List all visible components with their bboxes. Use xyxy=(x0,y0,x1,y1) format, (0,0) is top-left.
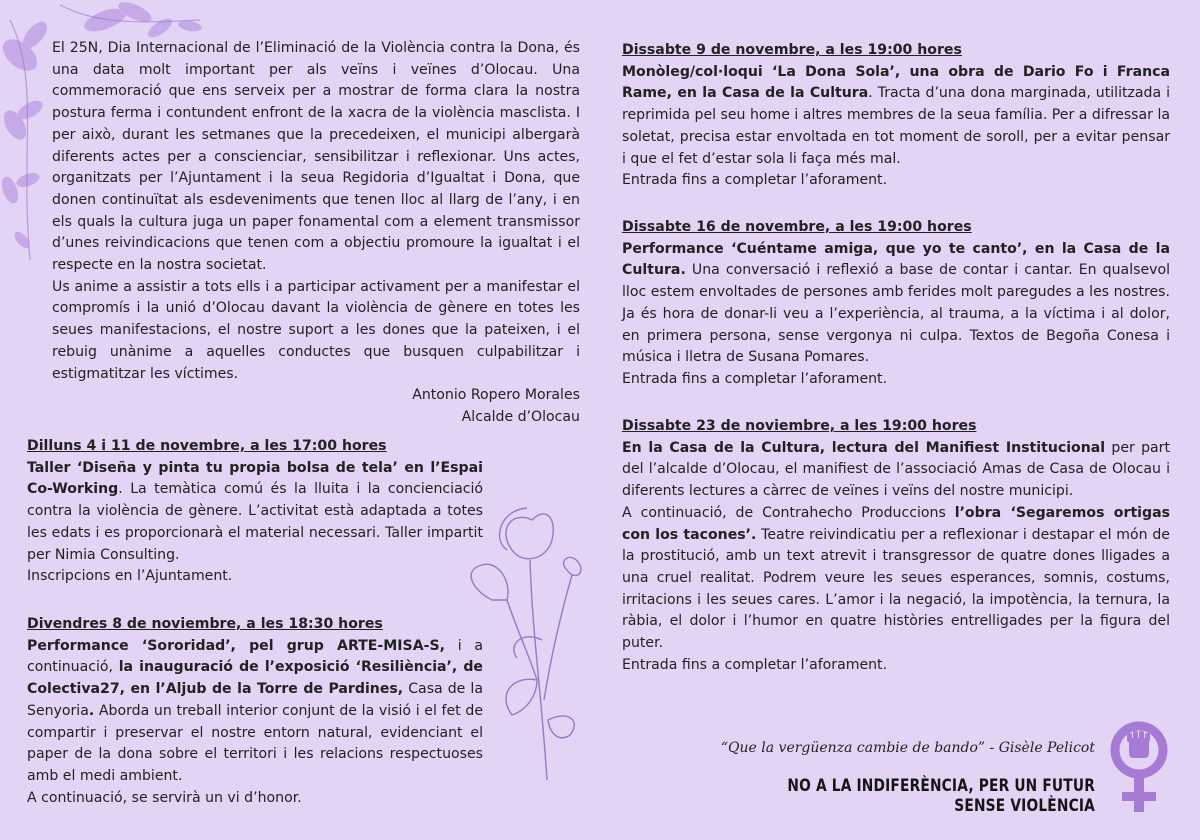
event-extra: Entrada fins a completar l’aforament. xyxy=(622,656,888,673)
slogan: NO A LA INDIFERÈNCIA, PER UN FUTUR SENSE VIOLÈNCIA xyxy=(787,776,1095,816)
feminist-fist-symbol-icon xyxy=(1104,718,1174,818)
event-text: . La temàtica comú és la lluita i la concienciació contra la violència de gènere. L’activitat està adaptada a totes les edats i es proporcionarà el material necessari. Taller impartit per Nimia Consulting. xyxy=(27,481,483,563)
event-text-2a: A continuació, de Contrahecho Produccions xyxy=(622,504,955,521)
event-16-nov xyxy=(622,217,1170,391)
event-description xyxy=(27,458,483,567)
event-date-heading: Dissabte 16 de novembre, a les 19:00 hores xyxy=(622,219,972,235)
event-extra: A continuació, se servirà un vi d’honor. xyxy=(27,789,302,806)
event-title-2: la inauguració de l’exposició ‘Resiliència’, de Colectiva27, en l’Aljub de la Torre de Pardines, xyxy=(27,659,483,698)
event-text: per part del l’alcalde d’Olocau, el manifiest de l’associació Amas de Casa de Olocau i diferents lectures a càrrec de veïnes i veïns del nostre municipi. xyxy=(622,439,1170,500)
event-description xyxy=(622,438,1170,503)
event-title: Performance ‘Sororidad’, pel grup ARTE-MISA-S, xyxy=(27,637,445,654)
event-text: Una conversació i reflexió a base de contar i cantar. En qualsevol lloc estem envoltades de persones amb ferides molt paregudes a les nostres. Ja és hora de donar-li veu a l’experiència, al trauma, a la víctima i al dolor, en primera persona, sense vergonya ni culpa. Textos de Begoña Conesa i música i lletra de Susana Pomares. xyxy=(622,262,1170,366)
event-extra: Inscripcions en l’Ajuntament. xyxy=(27,568,233,585)
quote: “Que la vergüenza cambie de bando” - Gisèle Pelicot xyxy=(720,740,1095,756)
event-text-2b: Teatre reivindicatiu per a reflexionar i destapar el món de la prostitució, amb un text atrevit i transgressor de quatre dones lligades a una cruel realitat. Podrem veure les seues esperances, somnis, costums, irritacions i les seues cares. L’amor i la negació, la impotència, la ternura, la ràbia, el dolor i l’humor en quatre històries entrelligades per la figura del puter. xyxy=(622,526,1170,652)
event-title: Monòleg/col·loqui ‘La Dona Sola’, una obra de Dario Fo i Franca Rame, en la Casa de la Cultura xyxy=(622,63,1170,102)
event-date-heading: Dissabte 9 de novembre, a les 19:00 hores xyxy=(622,42,962,58)
event-9-nov xyxy=(622,40,1170,192)
intro-paragraph-2: Us anime a assistir a tots ells i a participar activament per a manifestar el compromís i la unió d’Olocau davant la violència de gènere en totes les seues manifestacions, el nostre suport a les dones que la pateixen, i el rebuig unànime a aquelles conductes que busquen culpabilitzar i estigmatitzar les víctimes. xyxy=(52,278,580,382)
event-text-3: Aborda un treball interior conjunt de la visió i el fet de compartir i preservar el nostre entorn natural, evidenciant el paper de la dona sobre el territori i les relacions respectuoses amb el medi ambient. xyxy=(27,702,483,784)
event-text: i a continuació, xyxy=(27,637,483,676)
intro-section xyxy=(52,38,580,429)
event-4-11-nov xyxy=(27,436,483,588)
event-extra: Entrada fins a completar l’aforament. xyxy=(622,370,888,387)
event-title: En la Casa de la Cultura, lectura del Manifiest Institucional xyxy=(622,439,1106,456)
event-bold-period: . xyxy=(88,702,95,719)
event-description xyxy=(622,239,1170,369)
event-text-2: Casa de la Senyoria xyxy=(27,681,483,719)
event-title-2: l’obra ‘Segaremos ortigas con los tacones’. xyxy=(622,504,1171,543)
event-description xyxy=(622,62,1170,171)
event-date-heading: Dissabte 23 de noviembre, a les 19:00 hores xyxy=(622,418,977,434)
event-8-nov xyxy=(27,614,483,809)
event-title: Performance ‘Cuéntame amiga, que yo te canto’, en la Casa de la Cultura. xyxy=(622,240,1170,279)
signer-title: Alcalde d’Olocau xyxy=(461,408,580,425)
event-date-heading: Dilluns 4 i 11 de novembre, a les 17:00 hores xyxy=(27,438,387,454)
signer-name: Antonio Ropero Morales xyxy=(412,387,580,404)
event-date-heading: Divendres 8 de noviembre, a les 18:30 hores xyxy=(27,616,383,632)
event-extra: Entrada fins a completar l’aforament. xyxy=(622,172,888,189)
event-text: . Tracta d’una dona marginada, utilitzada i reprimida pel seu home i altres membres de la seua família. Per a difressar la soletat, precisa estar envoltada en tot moment de soroll, per a evitar pensar i que el fet d’estar sola li faça més mal. xyxy=(622,85,1170,167)
intro-paragraph: El 25N, Dia Internacional de l’Eliminació de la Violència contra la Dona, és una data molt important per als veïns i veïnes d’Olocau. Una commemoració que ens serveix per a mostrar de forma clara la nostra postura ferma i contundent enfront de la xacra de la violència masclista. I per això, durant les setmanes que la precedeixen, el municipi albergarà diferents actes per a conscienciar, sensibilitzar i reflexionar. Uns actes, organitzats per l’Ajuntament i la seua Regidoria d’Igualtat i Dona, que donen continuïtat als esdeveniments que tenen lloc al llarg de l’any, i en els quals la cultura juga un paper fonamental com a element transmissor d’unes reivindicacions que tenen com a objectiu promoure la igualtat i el respecte en la nostra societat. xyxy=(52,40,580,274)
event-description xyxy=(27,636,483,788)
event-23-nov xyxy=(622,416,1170,676)
event-title: Taller ‘Diseña y pinta tu propia bolsa de tela’ en l’Espai Co-Working xyxy=(27,459,483,498)
event-description-2 xyxy=(622,503,1170,655)
